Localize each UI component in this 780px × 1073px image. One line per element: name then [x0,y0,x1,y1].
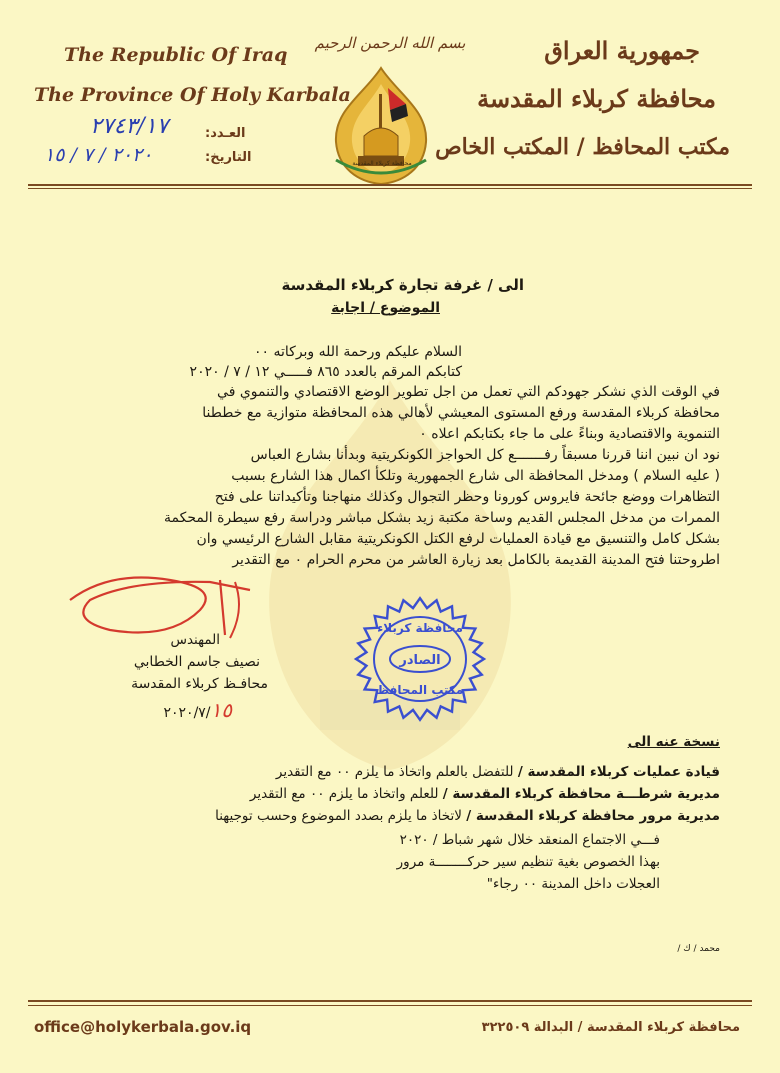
stamp-top-text: محافظة كربلاء [377,621,463,635]
header-ar-province: محافظة كربلاء المقدسة [477,84,716,113]
copy-recipient-instruction: بهذا الخصوص بغية تنظيم سير حركــــــــة مرور [396,854,660,870]
recipient-line: الى / غرفة تجارة كربلاء المقدسة [281,276,524,294]
number-label: العـدد: [205,126,246,141]
emblem-caption: محافظة كربلاء المقدسة [352,160,412,167]
signature-scribble-icon [50,560,280,650]
copy-recipient-line [397,854,660,870]
copy-recipient-line [215,808,720,824]
copy-recipient-instruction: فـــي الاجتماع المنعقد خلال شهر شباط / ٢٠٢٠ [399,832,660,848]
signature-date-hand: ١٥ [210,698,232,722]
stamp-bottom-text: مكتب المحافظ [376,683,464,697]
letter-body-line: نود ان نبين اننا قررنا مسبقاً رفـــــــع كل الحواجز الكونكريتية وبدأنا بشارع العباس [250,447,720,463]
copy-recipient-instruction: العجلات داخل المدينة ٠٠ رجاء" [486,876,660,892]
copy-recipient-instruction: للتفضل بالعلم واتخاذ ما يلزم ٠٠ مع التقدير [275,764,518,780]
header-ar-office: مكتب المحافظ / المكتب الخاص [435,134,730,160]
header-en-republic: The Republic Of Iraq [64,44,288,66]
letter-body-line: محافظة كربلاء المقدسة ورفع المستوى المعيشي لأهالي هذه المحافظة متوازية مع خططنا [202,405,720,421]
typist-initials: محمد / ك / [677,944,720,954]
letter-body-line: اطروحتنا فتح المدينة القديمة بالكامل بعد زيارة العاشر من محرم الحرام ٠ مع التقدير [232,552,720,568]
header-divider [28,184,752,186]
reference-line: كتابكم المرقم بالعدد ٨٦٥ فـــــي ١٢ / ٧ / ٢٠٢٠ [189,364,462,380]
date-label: التاريخ: [205,150,252,165]
letter-body-line: بشكل كامل والتنسيق مع قيادة العمليات لرفع الكتل الكونكريتية مقابل الشارع الرئيسي وان [196,531,720,547]
basmala: بسم الله الرحمن الرحيم [314,34,466,52]
copy-recipient-line [276,764,720,780]
signature-date [163,698,232,722]
footer-address: محافظة كربلاء المقدسة / البدالة ٣٢٢٥٠٩ [481,1020,740,1035]
number-value: ٢٧٤٣/١٧ [90,114,169,139]
copy-recipient-name: قيادة عمليات كربلاء المقدسة / [517,764,720,780]
copy-recipient-name: مديرية مرور محافظة كربلاء المقدسة / [466,808,720,824]
stamp-center-text: الصادر [399,653,441,668]
footer-divider [28,1000,752,1002]
signer-position: محافـظ كربلاء المقدسة [131,676,268,692]
greeting-line: السلام عليكم ورحمة الله وبركاته ٠٠ [253,344,462,360]
subject-line: الموضوع / اجابة [331,300,440,316]
header-ar-republic: جمهورية العراق [544,36,700,65]
copy-recipient-instruction: للعلم واتخاذ ما يلزم ٠٠ مع التقدير [249,786,443,802]
header-en-province: The Province Of Holy Karbala [34,84,351,106]
copy-recipient-instruction: لاتخاذ ما يلزم بصدد الموضوع وحسب توجيهنا [215,808,467,824]
copies-heading: نسخة عنه الى [627,734,720,750]
letter-body-line: ( عليه السلام ) ومدخل المحافظة الى شارع الجمهورية وتلكأ اكمال هذا الشارع بسبب [231,468,720,484]
footer-email: office@holykerbala.gov.iq [34,1018,252,1036]
copy-recipient-line [250,786,720,802]
copy-recipient-line [400,832,660,848]
karbala-emblem-icon [326,64,436,188]
letter-body-line: في الوقت الذي نشكر جهودكم التي تعمل من اجل تطوير الوضع الاقتصادي والتنموي في [217,384,720,400]
copy-recipient-line [487,876,660,892]
copy-recipient-name: مديرية شرطـــة محافظة كربلاء المقدسة / [442,786,720,802]
letter-body-line: التظاهرات ووضع جائحة فايروس كورونا وحظر التجوال وكذلك منهاجنا وتأكيداتنا على فتح [214,489,720,505]
signature-date-printed: ٢٠٢٠/٧/ [163,705,211,721]
date-value: ٢٠٢٠ / ٧ / ١٥ [44,144,153,166]
footer-divider-thin [28,1005,752,1006]
signer-name: نصيف جاسم الخطابي [133,654,260,670]
office-stamp [350,594,490,724]
signer-title: المهندس [170,632,220,648]
header-divider-thin [28,188,752,189]
letter-body-line: التنموية والاقتصادية وبناءً على ما جاء بكتابكم اعلاه ٠ [419,426,720,442]
letter-body-line: الممرات من مدخل المجلس القديم وساحة مكتبة زيد بشكل مباشر ودراسة رفع سيطرة المحكمة [164,510,720,526]
